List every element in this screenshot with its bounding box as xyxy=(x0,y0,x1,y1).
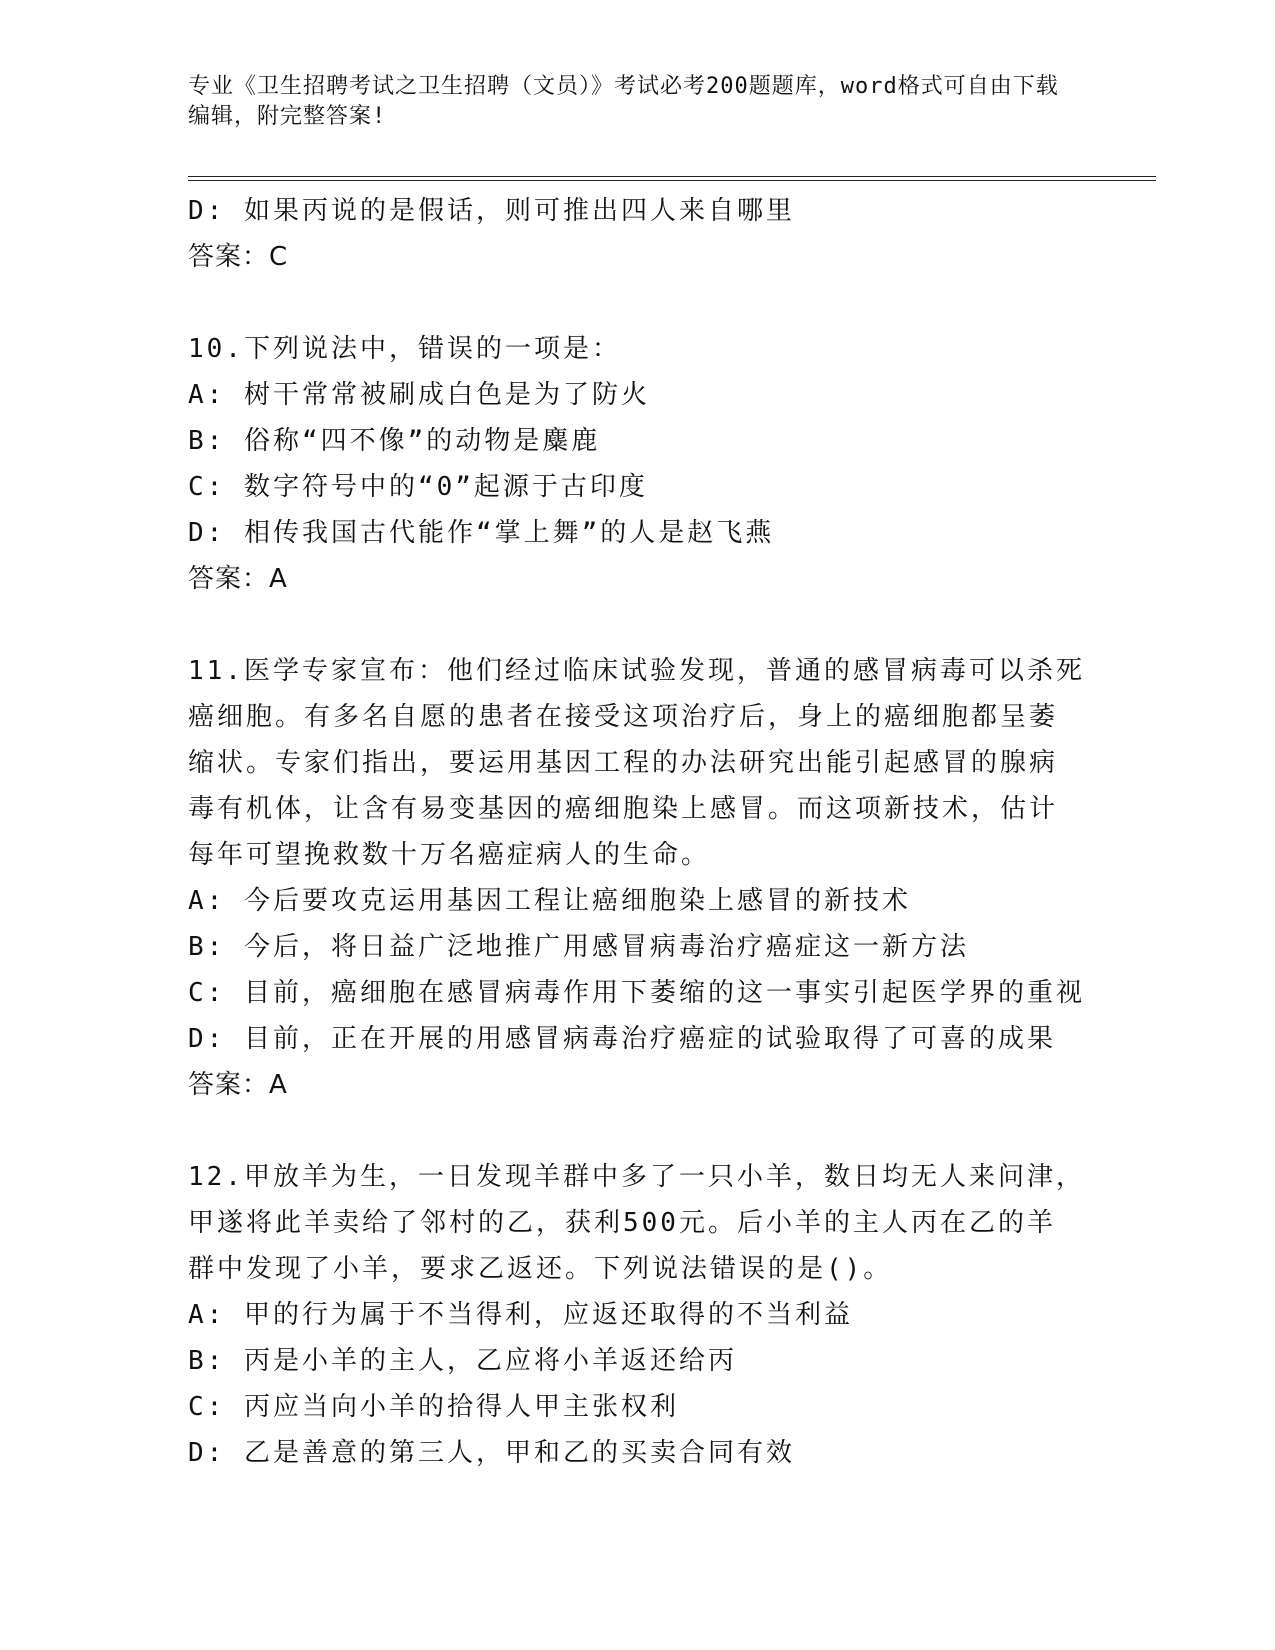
option-a: A: 甲的行为属于不当得利，应返还取得的不当利益 xyxy=(188,1300,853,1330)
option-d: D: 如果丙说的是假话，则可推出四人来自哪里 xyxy=(188,196,795,226)
answer-line: 答案：C xyxy=(188,242,289,272)
option-c: C: 目前，癌细胞在感冒病毒作用下萎缩的这一事实引起医学界的重视 xyxy=(188,978,1085,1008)
option-d: D: 相传我国古代能作“掌上舞”的人是赵飞燕 xyxy=(188,518,775,548)
question-stem-line: 癌细胞。有多名自愿的患者在接受这项治疗后，身上的癌细胞都呈萎 xyxy=(188,702,1059,732)
answer-line: 答案：A xyxy=(188,1070,288,1100)
question-stem-line: 毒有机体，让含有易变基因的癌细胞染上感冒。而这项新技术，估计 xyxy=(188,794,1059,824)
question-stem-line: 每年可望挽救数十万名癌症病人的生命。 xyxy=(188,840,711,870)
option-b: B: 今后，将日益广泛地推广用感冒病毒治疗癌症这一新方法 xyxy=(188,932,969,962)
question-content xyxy=(188,188,1088,1476)
question-stem-line: 甲遂将此羊卖给了邻村的乙，获利500元。后小羊的主人丙在乙的羊 xyxy=(188,1208,1056,1238)
question-stem-line: 缩状。专家们指出，要运用基因工程的办法研究出能引起感冒的腺病 xyxy=(188,748,1059,778)
option-c: C: 丙应当向小羊的拾得人甲主张权利 xyxy=(188,1392,679,1422)
option-b: B: 俗称“四不像”的动物是麋鹿 xyxy=(188,426,601,456)
question-stem-line: 12.甲放羊为生，一日发现羊群中多了一只小羊，数日均无人来问津， xyxy=(188,1162,1085,1192)
previous-question-tail xyxy=(188,188,1088,280)
option-a: A: 树干常常被刷成白色是为了防火 xyxy=(188,380,650,410)
question-stem: 10.下列说法中，错误的一项是： xyxy=(188,334,621,364)
option-b: B: 丙是小羊的主人，乙应将小羊返还给丙 xyxy=(188,1346,737,1376)
page-header-title: 专业《卫生招聘考试之卫生招聘（文员）》考试必考200题题库，word格式可自由下载编辑，附完整答案! xyxy=(188,74,1059,129)
question-11 xyxy=(188,648,1088,1108)
option-d: D: 目前，正在开展的用感冒病毒治疗癌症的试验取得了可喜的成果 xyxy=(188,1024,1056,1054)
option-c: C: 数字符号中的“0”起源于古印度 xyxy=(188,472,648,502)
option-a: A: 今后要攻克运用基因工程让癌细胞染上感冒的新技术 xyxy=(188,886,911,916)
question-stem-line: 群中发现了小羊，要求乙返还。下列说法错误的是()。 xyxy=(188,1254,893,1284)
header-divider xyxy=(188,176,1156,181)
question-stem-line: 11.医学专家宣布：他们经过临床试验发现，普通的感冒病毒可以杀死 xyxy=(188,656,1085,686)
question-10 xyxy=(188,326,1088,602)
option-d: D: 乙是善意的第三人，甲和乙的买卖合同有效 xyxy=(188,1438,795,1468)
question-12 xyxy=(188,1154,1088,1476)
answer-line: 答案：A xyxy=(188,564,288,594)
